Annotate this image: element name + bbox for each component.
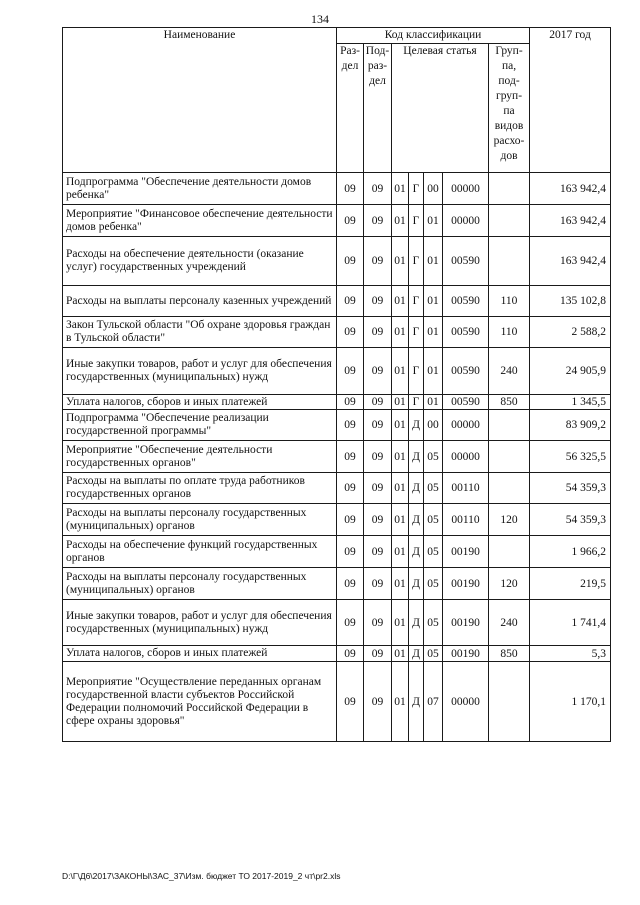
- row-sum: 163 942,4: [530, 205, 611, 237]
- table-row: [63, 504, 611, 536]
- row-sum: 83 909,2: [530, 410, 611, 441]
- row-target-subprogram: Д: [409, 568, 424, 600]
- row-podrazdel: 09: [364, 600, 392, 646]
- row-razdel: 09: [337, 395, 364, 410]
- row-sum: 1 345,5: [530, 395, 611, 410]
- row-expense-type: 240: [489, 600, 530, 646]
- row-target-direction: 00110: [443, 473, 489, 504]
- table-row: [63, 395, 611, 410]
- row-razdel: 09: [337, 286, 364, 317]
- row-target-subprogram: Д: [409, 410, 424, 441]
- row-name: Уплата налогов, сборов и иных платежей: [63, 646, 337, 662]
- row-podrazdel: 09: [364, 395, 392, 410]
- row-target-subprogram: Г: [409, 237, 424, 286]
- row-target-event: 07: [424, 662, 443, 742]
- row-sum: 54 359,3: [530, 473, 611, 504]
- row-razdel: 09: [337, 504, 364, 536]
- row-target-event: 01: [424, 317, 443, 348]
- row-target-direction: 00190: [443, 568, 489, 600]
- row-sum: 163 942,4: [530, 173, 611, 205]
- row-expense-type: 240: [489, 348, 530, 395]
- row-target-subprogram: Г: [409, 348, 424, 395]
- row-target-program: 01: [392, 237, 409, 286]
- row-target-program: 01: [392, 504, 409, 536]
- row-podrazdel: 09: [364, 286, 392, 317]
- row-podrazdel: 09: [364, 646, 392, 662]
- row-target-subprogram: Г: [409, 173, 424, 205]
- row-target-event: 01: [424, 286, 443, 317]
- row-sum: 56 325,5: [530, 441, 611, 473]
- row-sum: 24 905,9: [530, 348, 611, 395]
- table-row: [63, 205, 611, 237]
- row-podrazdel: 09: [364, 317, 392, 348]
- table-row: [63, 662, 611, 742]
- row-podrazdel: 09: [364, 662, 392, 742]
- row-name: Мероприятие "Осуществление переданных органам государственной власти субъектов Российской Федерации полномочий Российской Федерации в сфере охраны здоровья": [63, 662, 337, 742]
- row-target-event: 05: [424, 473, 443, 504]
- row-podrazdel: 09: [364, 237, 392, 286]
- row-target-event: 01: [424, 237, 443, 286]
- row-target-program: 01: [392, 600, 409, 646]
- row-name: Уплата налогов, сборов и иных платежей: [63, 395, 337, 410]
- row-razdel: 09: [337, 646, 364, 662]
- row-target-direction: 00000: [443, 410, 489, 441]
- row-target-event: 05: [424, 568, 443, 600]
- row-target-direction: 00190: [443, 536, 489, 568]
- row-target-program: 01: [392, 395, 409, 410]
- table-row: [63, 286, 611, 317]
- table-row: [63, 473, 611, 504]
- row-target-program: 01: [392, 410, 409, 441]
- row-razdel: 09: [337, 662, 364, 742]
- row-expense-type: [489, 662, 530, 742]
- row-razdel: 09: [337, 237, 364, 286]
- file-path-footer: D:\Г\Д6\2017\ЗАКОНЫ\ЗАС_37\Изм. бюджет ТО 2017-2019_2 чт\pr2.xls: [62, 871, 341, 881]
- row-target-event: 05: [424, 441, 443, 473]
- row-razdel: 09: [337, 205, 364, 237]
- row-expense-type: 850: [489, 395, 530, 410]
- table-row: [63, 536, 611, 568]
- row-target-subprogram: Г: [409, 317, 424, 348]
- table-row: [63, 646, 611, 662]
- row-target-direction: 00000: [443, 662, 489, 742]
- row-sum: 2 588,2: [530, 317, 611, 348]
- header-razdel: Раз- дел: [337, 44, 364, 173]
- row-razdel: 09: [337, 473, 364, 504]
- row-target-program: 01: [392, 173, 409, 205]
- table-row: [63, 317, 611, 348]
- row-name: Расходы на выплаты персоналу казенных учреждений: [63, 286, 337, 317]
- row-razdel: 09: [337, 441, 364, 473]
- row-podrazdel: 09: [364, 205, 392, 237]
- row-target-program: 01: [392, 473, 409, 504]
- row-target-program: 01: [392, 205, 409, 237]
- row-razdel: 09: [337, 348, 364, 395]
- table-row: [63, 410, 611, 441]
- row-target-direction: 00590: [443, 395, 489, 410]
- header-year: 2017 год: [530, 28, 611, 173]
- row-expense-type: 850: [489, 646, 530, 662]
- row-target-event: 01: [424, 395, 443, 410]
- row-target-event: 00: [424, 173, 443, 205]
- table-row: [63, 441, 611, 473]
- row-expense-type: 110: [489, 286, 530, 317]
- row-target-event: 05: [424, 504, 443, 536]
- row-name: Иные закупки товаров, работ и услуг для обеспечения государственных (муниципальных) нужд: [63, 348, 337, 395]
- header-name: Наименование: [63, 28, 337, 173]
- row-target-event: 05: [424, 646, 443, 662]
- table-row: [63, 568, 611, 600]
- row-target-program: 01: [392, 441, 409, 473]
- row-name: Расходы на выплаты персоналу государственных (муниципальных) органов: [63, 568, 337, 600]
- row-target-program: 01: [392, 646, 409, 662]
- row-target-direction: 00590: [443, 348, 489, 395]
- row-target-direction: 00110: [443, 504, 489, 536]
- row-expense-type: [489, 473, 530, 504]
- row-target-direction: 00590: [443, 317, 489, 348]
- row-target-direction: 00190: [443, 646, 489, 662]
- row-target-program: 01: [392, 348, 409, 395]
- row-razdel: 09: [337, 600, 364, 646]
- row-target-subprogram: Д: [409, 536, 424, 568]
- row-name: Расходы на выплаты по оплате труда работников государственных органов: [63, 473, 337, 504]
- row-target-event: 01: [424, 205, 443, 237]
- row-sum: 163 942,4: [530, 237, 611, 286]
- row-target-subprogram: Г: [409, 205, 424, 237]
- row-target-direction: 00000: [443, 205, 489, 237]
- row-sum: 135 102,8: [530, 286, 611, 317]
- row-target-program: 01: [392, 662, 409, 742]
- row-sum: 219,5: [530, 568, 611, 600]
- table-row: [63, 173, 611, 205]
- header-celevaya: Целевая статья: [392, 44, 489, 173]
- table-row: [63, 348, 611, 395]
- row-sum: 1 170,1: [530, 662, 611, 742]
- row-name: Расходы на обеспечение функций государственных органов: [63, 536, 337, 568]
- row-name: Иные закупки товаров, работ и услуг для обеспечения государственных (муниципальных) нужд: [63, 600, 337, 646]
- row-podrazdel: 09: [364, 441, 392, 473]
- row-expense-type: [489, 441, 530, 473]
- row-expense-type: [489, 205, 530, 237]
- row-name: Расходы на выплаты персоналу государственных (муниципальных) органов: [63, 504, 337, 536]
- row-target-subprogram: Г: [409, 395, 424, 410]
- row-podrazdel: 09: [364, 410, 392, 441]
- row-target-direction: 00590: [443, 237, 489, 286]
- row-name: Мероприятие "Финансовое обеспечение деятельности домов ребенка": [63, 205, 337, 237]
- row-target-program: 01: [392, 568, 409, 600]
- row-expense-type: [489, 536, 530, 568]
- row-podrazdel: 09: [364, 348, 392, 395]
- row-expense-type: 110: [489, 317, 530, 348]
- budget-table: [62, 27, 611, 742]
- table-row: [63, 237, 611, 286]
- row-target-event: 05: [424, 536, 443, 568]
- table-row: [63, 600, 611, 646]
- row-target-subprogram: Д: [409, 662, 424, 742]
- row-podrazdel: 09: [364, 504, 392, 536]
- row-target-program: 01: [392, 286, 409, 317]
- row-target-subprogram: Д: [409, 441, 424, 473]
- row-target-direction: 00190: [443, 600, 489, 646]
- row-podrazdel: 09: [364, 536, 392, 568]
- row-sum: 1 741,4: [530, 600, 611, 646]
- row-expense-type: 120: [489, 504, 530, 536]
- row-target-event: 01: [424, 348, 443, 395]
- row-sum: 54 359,3: [530, 504, 611, 536]
- row-name: Мероприятие "Обеспечение деятельности государственных органов": [63, 441, 337, 473]
- row-razdel: 09: [337, 568, 364, 600]
- row-razdel: 09: [337, 410, 364, 441]
- row-podrazdel: 09: [364, 173, 392, 205]
- row-expense-type: [489, 173, 530, 205]
- row-name: Расходы на обеспечение деятельности (оказание услуг) государственных учреждений: [63, 237, 337, 286]
- row-expense-type: 120: [489, 568, 530, 600]
- row-razdel: 09: [337, 173, 364, 205]
- row-podrazdel: 09: [364, 568, 392, 600]
- row-sum: 1 966,2: [530, 536, 611, 568]
- row-target-direction: 00000: [443, 173, 489, 205]
- row-target-subprogram: Д: [409, 646, 424, 662]
- row-target-subprogram: Д: [409, 473, 424, 504]
- row-name: Подпрограмма "Обеспечение реализации государственной программы": [63, 410, 337, 441]
- row-target-program: 01: [392, 317, 409, 348]
- row-target-direction: 00000: [443, 441, 489, 473]
- row-target-subprogram: Д: [409, 504, 424, 536]
- row-razdel: 09: [337, 536, 364, 568]
- header-code: Код классификации: [337, 28, 530, 44]
- row-expense-type: [489, 237, 530, 286]
- row-target-subprogram: Г: [409, 286, 424, 317]
- row-target-program: 01: [392, 536, 409, 568]
- page-number: 134: [311, 12, 329, 26]
- row-podrazdel: 09: [364, 473, 392, 504]
- row-target-direction: 00590: [443, 286, 489, 317]
- row-expense-type: [489, 410, 530, 441]
- row-razdel: 09: [337, 317, 364, 348]
- header-gruppa: Груп- па, под- груп- па видов расхо- дов: [489, 44, 530, 173]
- row-target-subprogram: Д: [409, 600, 424, 646]
- row-target-event: 05: [424, 600, 443, 646]
- row-sum: 5,3: [530, 646, 611, 662]
- row-name: Подпрограмма "Обеспечение деятельности домов ребенка": [63, 173, 337, 205]
- row-target-event: 00: [424, 410, 443, 441]
- header-podrazdel: Под- раз- дел: [364, 44, 392, 173]
- row-name: Закон Тульской области "Об охране здоровья граждан в Тульской области": [63, 317, 337, 348]
